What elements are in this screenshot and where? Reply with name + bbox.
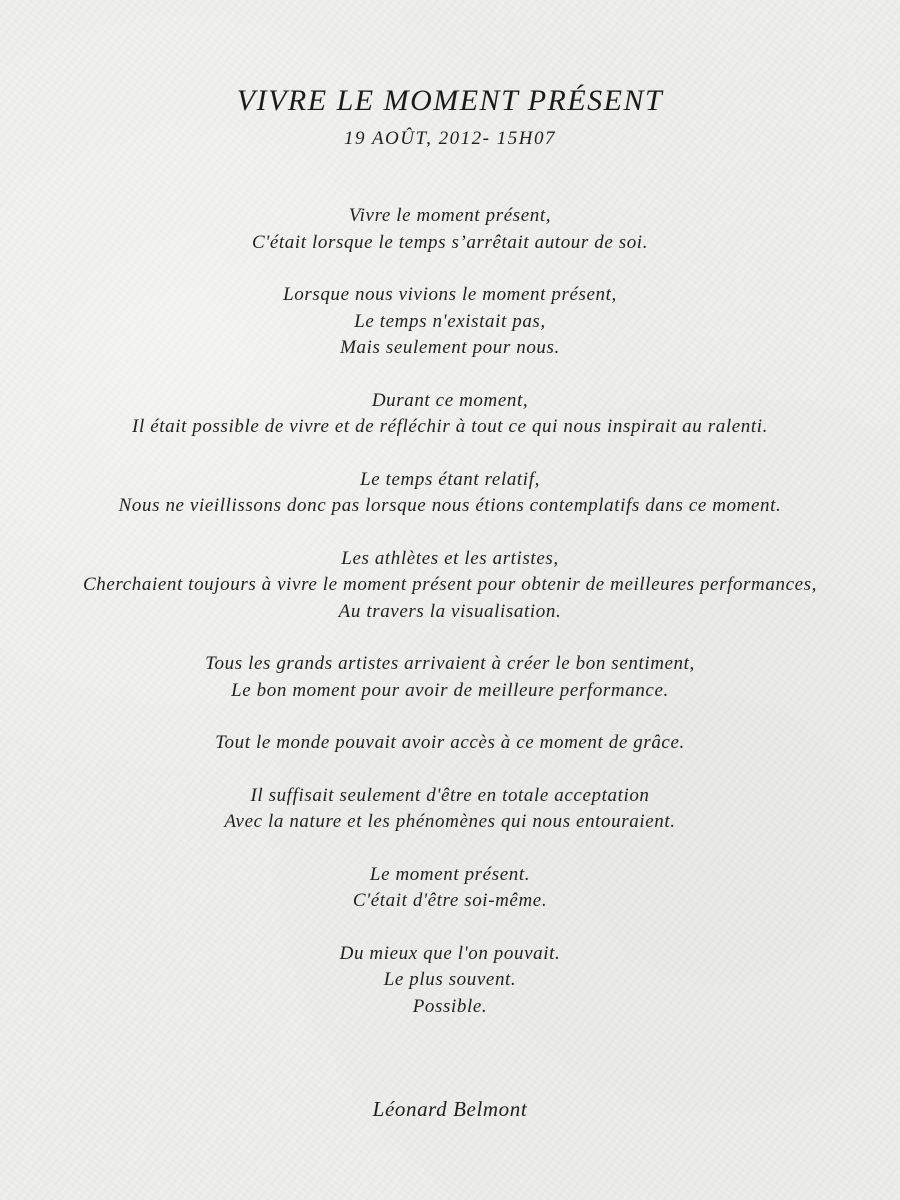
poem-line: Du mieux que l'on pouvait.: [339, 942, 561, 964]
stanza: [0, 546, 900, 626]
poem-line: Le temps n'existait pas,: [354, 310, 546, 332]
poem-line: Durant ce moment,: [371, 389, 529, 411]
poem-line: C'était d'être soi-même.: [352, 890, 548, 911]
stanza: [0, 862, 900, 915]
poem-line: Nous ne vieillissons donc pas lorsque nous étions contemplatifs dans ce moment.: [118, 495, 782, 516]
poem-line: Les athlètes et les artistes,: [341, 547, 559, 569]
poem-line: Il était possible de vivre et de réfléchir à tout ce qui nous inspirait au ralenti.: [132, 416, 768, 437]
poem-date: 19 AOÛT, 2012- 15H07: [344, 128, 556, 149]
author-signature: Léonard Belmont: [372, 1097, 528, 1121]
poem-line: Mais seulement pour nous.: [340, 337, 560, 358]
poem-line: Le bon moment pour avoir de meilleure performance.: [231, 679, 669, 701]
poem-line: Lorsque nous vivions le moment présent,: [283, 284, 617, 305]
poem-line: Il suffisait seulement d'être en totale acceptation: [250, 784, 650, 806]
poem-line: Vivre le moment présent,: [348, 205, 552, 226]
poem-line: Avec la nature et les phénomènes qui nous entouraient.: [224, 811, 676, 832]
poem-line: Tous les grands artistes arrivaient à créer le bon sentiment,: [205, 653, 695, 674]
poem-line: Possible.: [412, 995, 488, 1017]
poem-line: Le temps étant relatif,: [360, 468, 540, 490]
poem-line: Le moment présent.: [369, 863, 531, 885]
poem-line: C'était lorsque le temps s’arrêtait autour de soi.: [251, 231, 649, 253]
stanza: [0, 467, 900, 520]
stanza: [0, 282, 900, 362]
poem-line: Cherchaient toujours à vivre le moment présent pour obtenir de meilleures performances,: [83, 574, 817, 595]
stanza: [0, 651, 900, 704]
stanza: [0, 941, 900, 1021]
poem-title: VIVRE LE MOMENT PRÉSENT: [236, 84, 664, 117]
poem-line: Tout le monde pouvait avoir accès à ce moment de grâce.: [215, 732, 685, 753]
stanza: [0, 730, 900, 757]
poem-line: Au travers la visualisation.: [338, 600, 562, 622]
poem-body: [0, 203, 900, 1046]
stanza: [0, 203, 900, 256]
stanza: [0, 388, 900, 441]
poem-line: Le plus souvent.: [383, 969, 517, 990]
stanza: [0, 783, 900, 836]
